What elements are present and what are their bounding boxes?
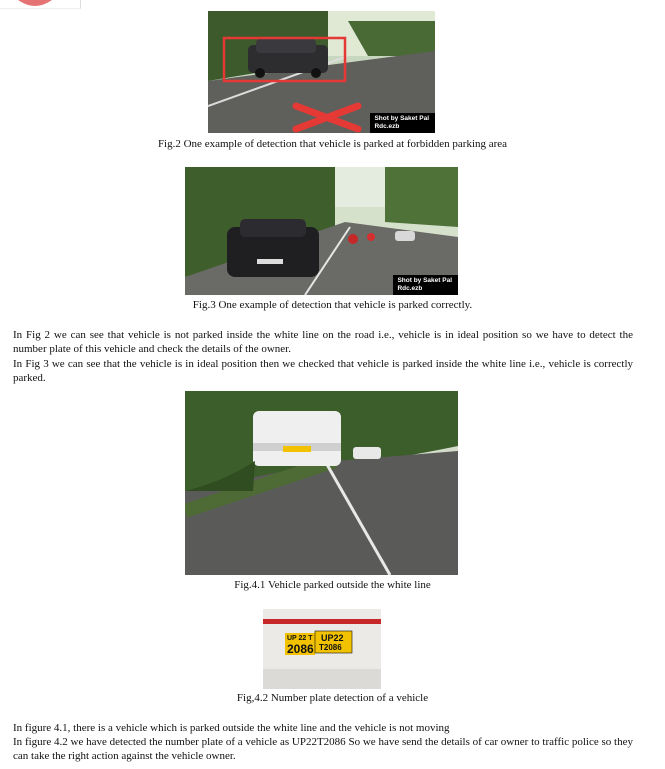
plate-left-large: 2086 [287,642,314,656]
header-logo-fragment [0,0,81,9]
fig2-caption: Fig.2 One example of detection that vehicle is parked at forbidden parking area [157,138,508,150]
paragraph-fig4-2-explanation: In figure 4.2 we have detected the number plate of a vehicle as UP22T2086 So we have send the details of car owner to traffic police so they can take the right action against the vehicle owner. [13,736,633,762]
fig2-photo [208,11,435,133]
fig3-caption: Fig.3 One example of detection that vehicle is parked correctly. [192,299,473,311]
fig2-watermark [370,113,435,133]
paragraph-fig3-explanation: In Fig 3 we can see that the vehicle is in ideal position then we checked that vehicle is parked inside the white line i.e., vehicle is correctly parked. [13,358,633,384]
fig3-watermark-line1: Shot by Saket Pal [397,277,452,284]
fig3-photo [185,167,458,295]
plate-right-top: UP22 [321,633,344,643]
fig2-watermark-line1: Shot by Saket Pal [374,115,429,122]
fig4-1-caption: Fig.4.1 Vehicle parked outside the white line [234,579,431,591]
fig2-watermark-line2: Rdc.ezb [374,123,400,130]
fig4-2-caption: Fig,4.2 Number plate detection of a vehicle [236,692,429,704]
fig4-1-photo [185,391,458,575]
fig3-watermark [393,275,458,295]
paragraph-fig4-1-explanation: In figure 4.1, there is a vehicle which is parked outside the white line and the vehicle is not moving [13,722,450,734]
plate-left-small: UP 22 T [287,635,313,642]
fig4-2-photo [263,609,381,689]
paragraph-fig2-explanation: In Fig 2 we can see that vehicle is not parked inside the white line on the road i.e., vehicle is in ideal position so we have to detect the number plate of this vehicle and check the details of the owner. [13,329,633,355]
plate-right-bottom: T2086 [319,643,342,652]
fig3-watermark-line2: Rdc.ezb [397,285,423,292]
